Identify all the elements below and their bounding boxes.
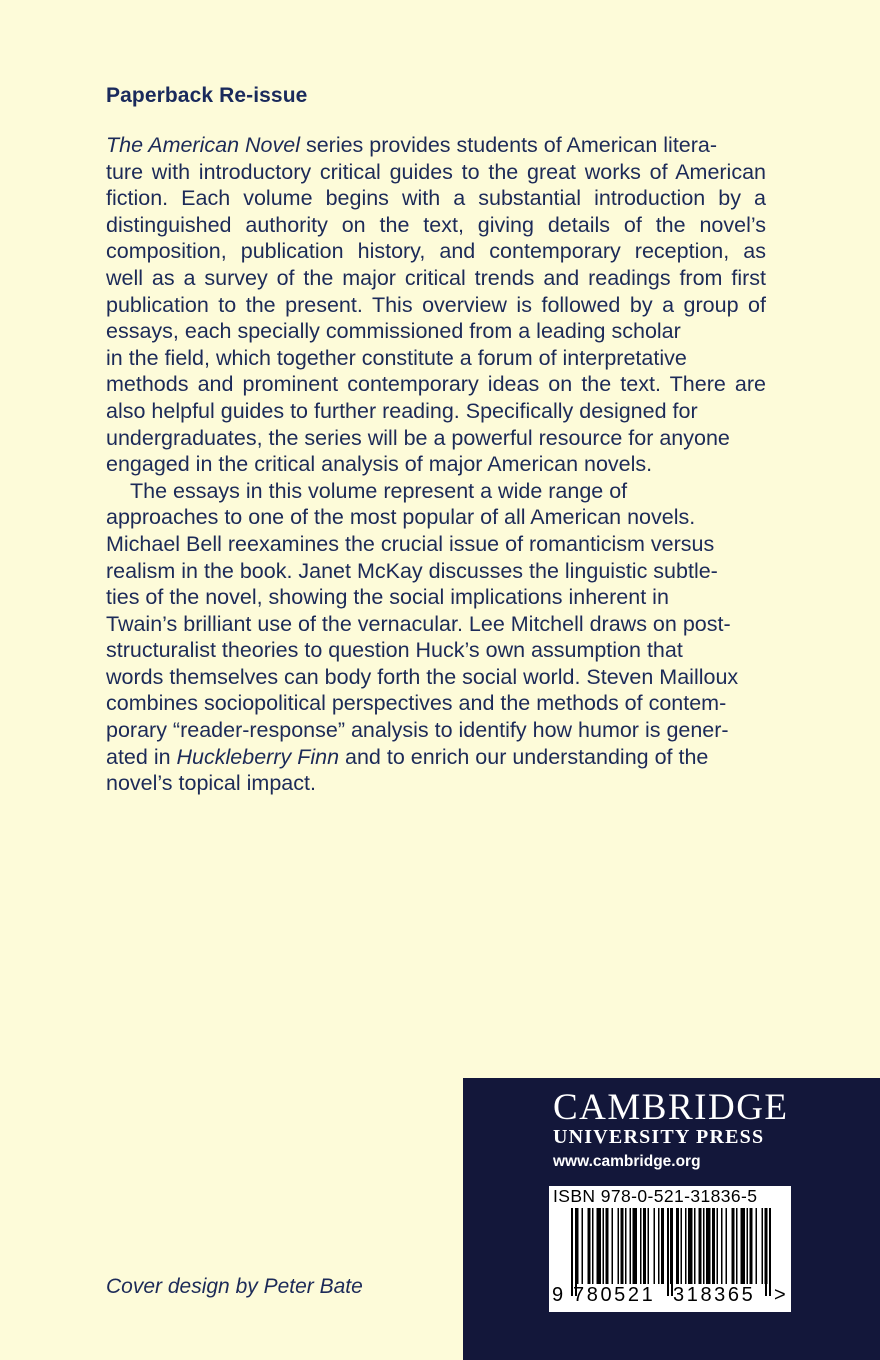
blurb-line: The American Novel series provides students of American litera- xyxy=(106,133,718,157)
blurb-line: ture with introductory critical guides to the great works of American xyxy=(106,159,766,184)
blurb-line: in the field, which together constitute a forum of interpretative xyxy=(106,345,687,370)
series-title: The American Novel xyxy=(106,133,300,157)
blurb-line: porary “reader-response” analysis to identify how humor is gener- xyxy=(106,718,729,743)
blurb-line: ties of the novel, showing the social implications inherent in xyxy=(106,585,669,610)
blurb-line: distinguished authority on the text, giving details of the novel’s xyxy=(106,212,766,237)
blurb-line: words themselves can body forth the social world. Steven Mailloux xyxy=(106,664,739,689)
publisher-name: CAMBRIDGE xyxy=(553,1087,789,1128)
publisher-subtitle: UNIVERSITY PRESS xyxy=(553,1126,765,1148)
barcode-lead-digit: 9 xyxy=(552,1284,564,1306)
blurb-line: fiction. Each volume begins with a substantial introduction by a xyxy=(106,186,766,211)
barcode-left-digits: 780521 xyxy=(573,1284,656,1306)
blurb-line: undergraduates, the series will be a powerful resource for anyone xyxy=(106,425,730,450)
barcode-marker: > xyxy=(774,1284,786,1306)
publisher-url: www.cambridge.org xyxy=(553,1153,701,1170)
blurb-line: combines sociopolitical perspectives and the methods of contem- xyxy=(106,691,727,716)
blurb-line: realism in the book. Janet McKay discusses the linguistic subtle- xyxy=(106,558,718,583)
isbn-text: ISBN 978-0-521-31836-5 xyxy=(553,1186,758,1206)
blurb-line: approaches to one of the most popular of all American novels. xyxy=(106,505,696,530)
blurb-line: composition, publication history, and contemporary reception, as xyxy=(106,239,766,264)
book-title: Huckleberry Finn xyxy=(176,744,340,769)
barcode-right-digits: 318365 xyxy=(673,1284,756,1306)
blurb-text xyxy=(106,132,766,797)
blurb-line: well as a survey of the major critical trends and readings from first xyxy=(106,265,766,290)
blurb-line: engaged in the critical analysis of major American novels. xyxy=(106,452,653,477)
blurb-line: Michael Bell reexamines the crucial issue of romanticism versus xyxy=(106,531,715,556)
cover-credit: Cover design by Peter Bate xyxy=(106,1275,363,1298)
blurb-line: methods and prominent contemporary ideas on the text. There are xyxy=(106,372,766,397)
blurb-line: structuralist theories to question Huck’s own assumption that xyxy=(106,638,683,663)
blurb-line: novel’s topical impact. xyxy=(106,771,316,796)
blurb-line: publication to the present. This overview is followed by a group of xyxy=(106,292,766,317)
section-heading: Paperback Re-issue xyxy=(106,84,308,107)
blurb-line: The essays in this volume represent a wide range of xyxy=(130,478,628,503)
blurb-line: Twain’s brilliant use of the vernacular. Lee Mitchell draws on post- xyxy=(106,611,731,636)
blurb-line: ated in Huckleberry Finn and to enrich our understanding of the xyxy=(106,744,709,769)
blurb-line: also helpful guides to further reading. Specifically designed for xyxy=(106,398,698,423)
blurb-line: essays, each specially commissioned from a leading scholar xyxy=(106,319,681,344)
